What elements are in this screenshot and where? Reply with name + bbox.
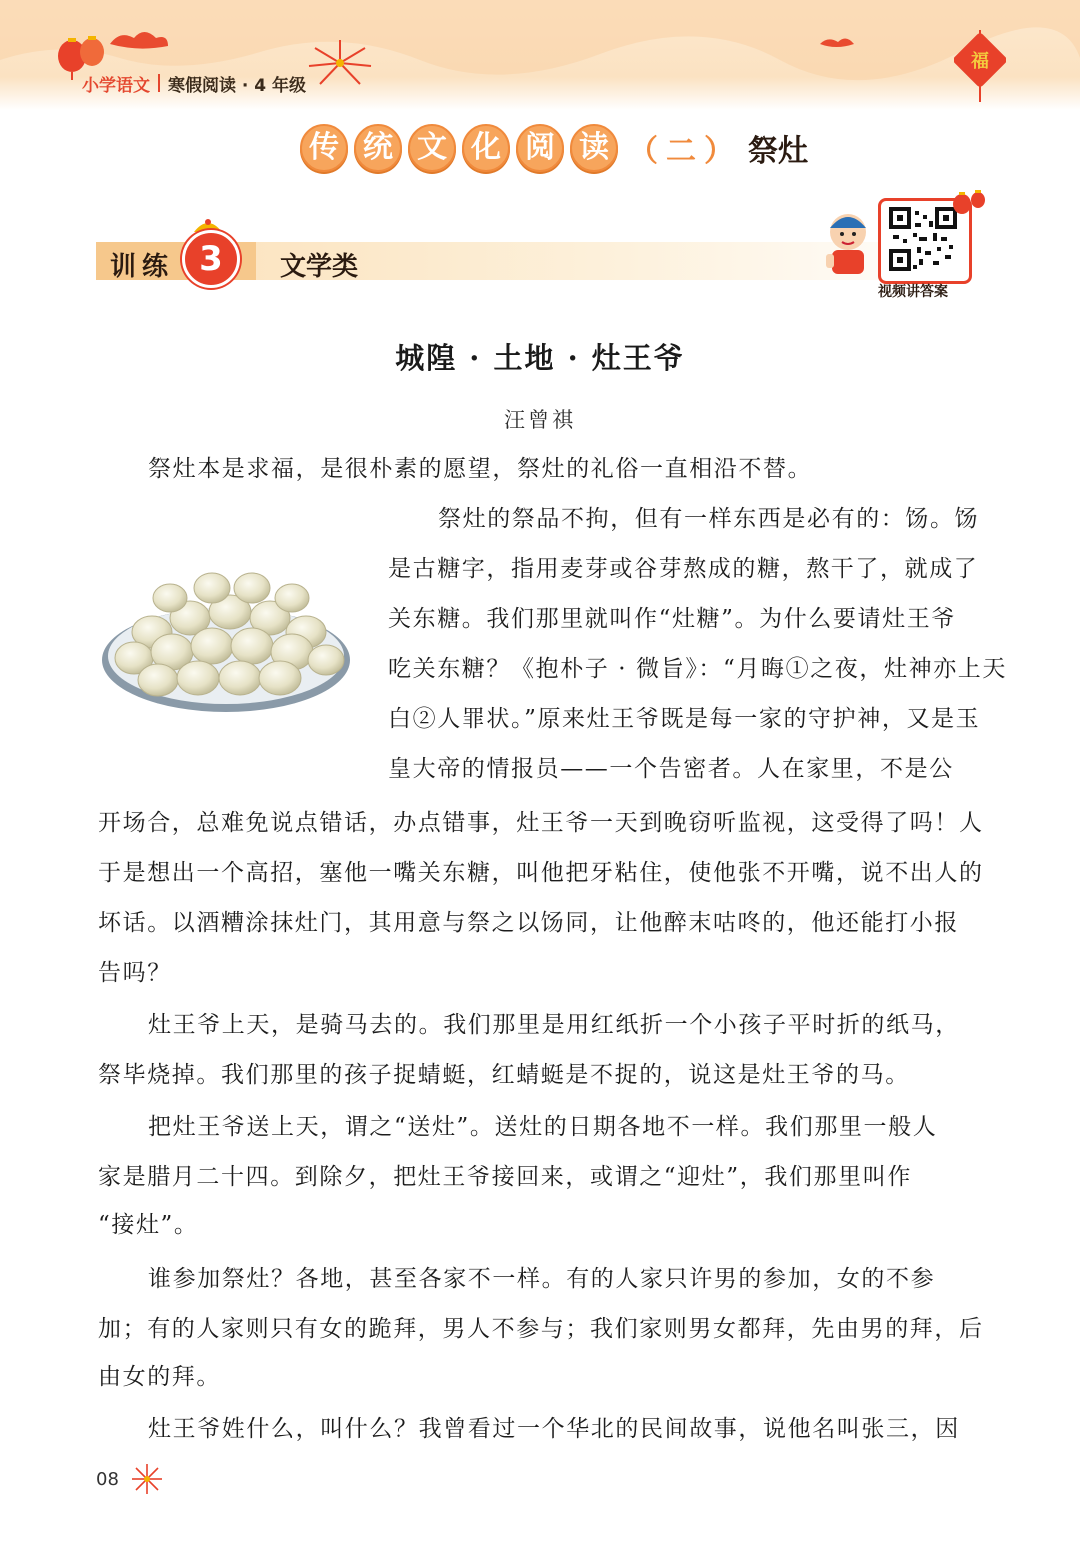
article-title: 城隍 · 土地 · 灶王爷 [395,341,685,375]
paragraph-line: 坏话。以酒糟涂抹灶门，其用意与祭之以饧同，让他醉末咕咚的，他还能打小报 [98,910,959,936]
heading-char: 文 [408,124,456,172]
paragraph-line: 祭灶的祭品不拘，但有一样东西是必有的：饧。饧 [438,506,980,532]
paragraph-line: 于是想出一个高招，塞他一嘴关东糖，叫他把牙粘住，使他张不开嘴，说不出人的 [98,860,984,886]
heading-char: 化 [462,124,510,172]
fu-charm-char: 福 [971,51,989,72]
paragraph-line: 加；有的人家则只有女的跪拜，男人不参与；我们家则男女都拜，先由男的拜，后 [98,1316,984,1342]
heading-paren-close: ） [704,134,734,169]
section-train-label: 训练 [110,252,175,282]
paragraph-line: 皇大帝的情报员——一个告密者。人在家里，不是公 [388,756,954,782]
series-title: 寒假阅读 · 4 年级 [168,75,307,96]
paragraph-line: 灶王爷上天，是骑马去的。我们那里是用红纸折一个小孩子平时折的纸马， [148,1012,960,1038]
paragraph-line: 谁参加祭灶？各地，甚至各家不一样。有的人家只许男的参加，女的不参 [148,1266,936,1292]
heading-char: 统 [354,124,402,172]
firework-icon [305,38,375,88]
mascot-boy-icon [818,206,880,278]
paragraph-line: 白②人罪状。”原来灶王爷既是每一家的守护神，又是玉 [388,706,981,732]
page-heading [300,124,808,172]
fu-charm-icon [954,30,1006,106]
heading-paren-number: 二 [666,134,696,169]
article-author: 汪曾祺 [504,408,576,432]
paragraph-line: 祭毕烧掉。我们那里的孩子捉蜻蜓，红蜻蜓是不捉的，说这是灶王爷的马。 [98,1062,910,1088]
heading-char: 读 [570,124,618,172]
paragraph-line: 吃关东糖？《抱朴子 · 微旨》：“月晦①之夜，灶神亦上天 [388,656,1007,682]
paragraph-line: 祭灶本是求福，是很朴素的愿望，祭灶的礼俗一直相沿不替。 [148,456,813,482]
series-separator [158,74,160,92]
paragraph-line: 灶王爷姓什么，叫什么？我曾看过一个华北的民间故事，说他名叫张三，因 [148,1416,960,1442]
heading-topic: 祭灶 [748,134,808,169]
heading-char: 传 [300,124,348,172]
paragraph-line: 告吗？ [98,960,172,986]
paragraph-line: 关东糖。我们那里就叫作“灶糖”。为什么要请灶王爷 [388,606,956,632]
paragraph-line: 由女的拜。 [98,1364,221,1390]
paragraph-line: 把灶王爷送上天，谓之“送灶”。送灶的日期各地不一样。我们那里一般人 [148,1114,938,1140]
paragraph-line: “接灶”。 [98,1212,199,1238]
page-number: 08 [96,1469,119,1490]
qr-code-icon[interactable] [889,207,957,271]
series-label [82,70,306,96]
paragraph-line: 家是腊月二十四。到除夕，把灶王爷接回来，或谓之“迎灶”，我们那里叫作 [98,1164,912,1190]
maltose-candy-photo [100,548,352,718]
paragraph-line: 开场合，总难免说点错话，办点错事，灶王爷一天到晚窃听监视，这受得了吗！人 [98,810,984,836]
section-number-badge: 3 [182,230,240,288]
qr-caption: 视频讲答案 [878,284,948,300]
lantern-icon [950,186,990,226]
series-subject: 小学语文 [82,75,150,96]
heading-char: 阅 [516,124,564,172]
heading-paren-open: （ [628,134,658,169]
firework-icon [130,1462,164,1496]
section-category: 文学类 [280,252,359,282]
paragraph-line: 是古糖字，指用麦芽或谷芽熬成的糖，熬干了，就成了 [388,556,979,582]
